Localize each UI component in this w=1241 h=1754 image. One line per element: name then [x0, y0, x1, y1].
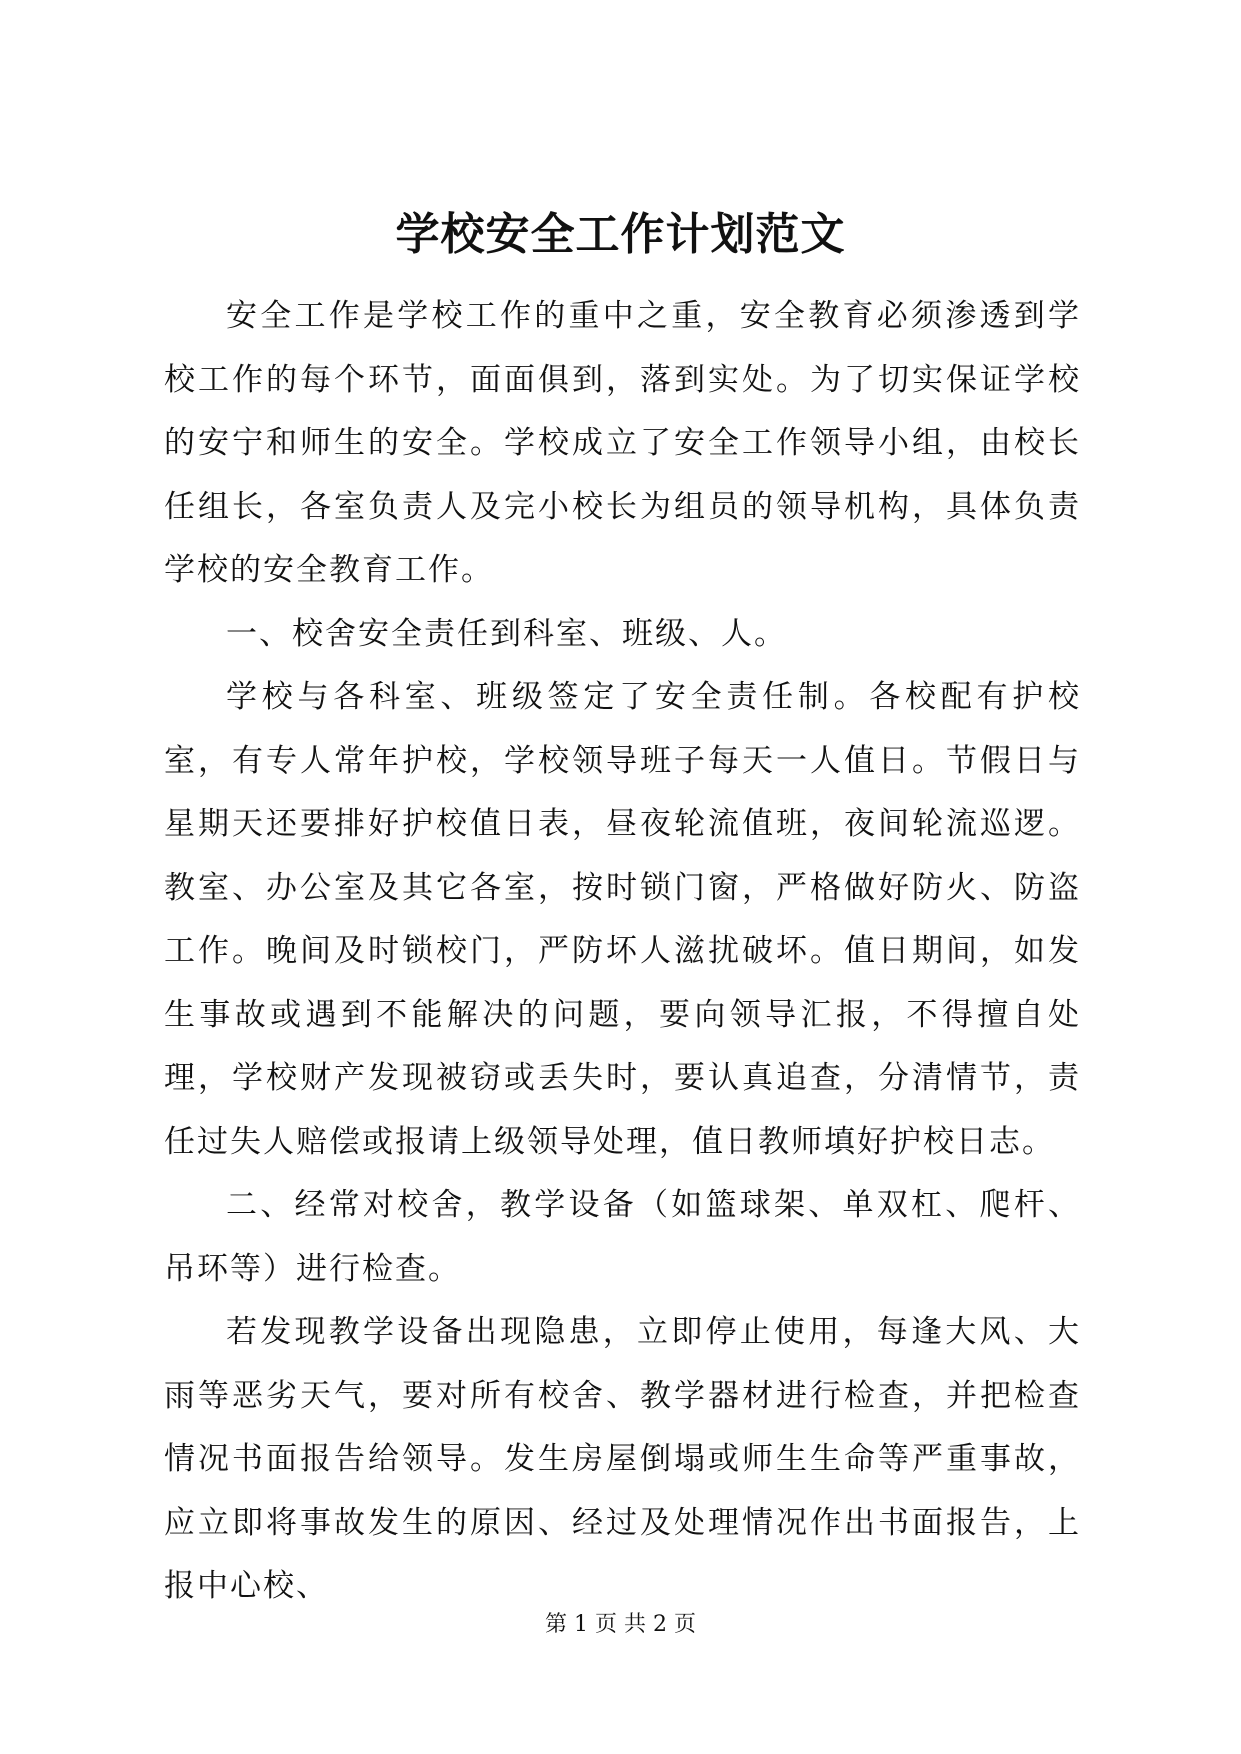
- document-body: [164, 285, 1081, 1619]
- page-number-footer: 第 1 页 共 2 页: [545, 1612, 696, 1637]
- paragraph-section-2: 若发现教学设备出现隐患，立即停止使用，每逢大风、大雨等恶劣天气，要对所有校舍、教学器材进行检查，并把检查情况书面报告给领导。发生房屋倒塌或师生生命等严重事故，应立即将事故发生的原因、经过及处理情况作出书面报告，上报中心校、: [164, 1314, 1081, 1604]
- paragraph-section-1: 学校与各科室、班级签定了安全责任制。各校配有护校室，有专人常年护校，学校领导班子每天一人值日。节假日与星期天还要排好护校值日表，昼夜轮流值班，夜间轮流巡逻。教室、办公室及其它各室，按时锁门窗，严格做好防火、防盗工作。晚间及时锁校门，严防坏人滋扰破坏。值日期间，如发生事故或遇到不能解决的问题，要向领导汇报，不得擅自处理，学校财产发现被窃或丢失时，要认真追查，分清情节，责任过失人赔偿或报请上级领导处理，值日教师填好护校日志。: [164, 679, 1081, 1160]
- paragraph-intro: 安全工作是学校工作的重中之重，安全教育必须渗透到学校工作的每个环节，面面俱到，落到实处。为了切实保证学校的安宁和师生的安全。学校成立了安全工作领导小组，由校长任组长，各室负责人及完小校长为组员的领导机构，具体负责学校的安全教育工作。: [164, 298, 1081, 588]
- document-title: 学校安全工作计划范文: [395, 209, 846, 260]
- section-heading-1: 一、校舍安全责任到科室、班级、人。: [226, 615, 787, 652]
- section-heading-2: 二、经常对校舍，教学设备（如篮球架、单双杠、爬杆、吊环等）进行检查。: [164, 1187, 1081, 1287]
